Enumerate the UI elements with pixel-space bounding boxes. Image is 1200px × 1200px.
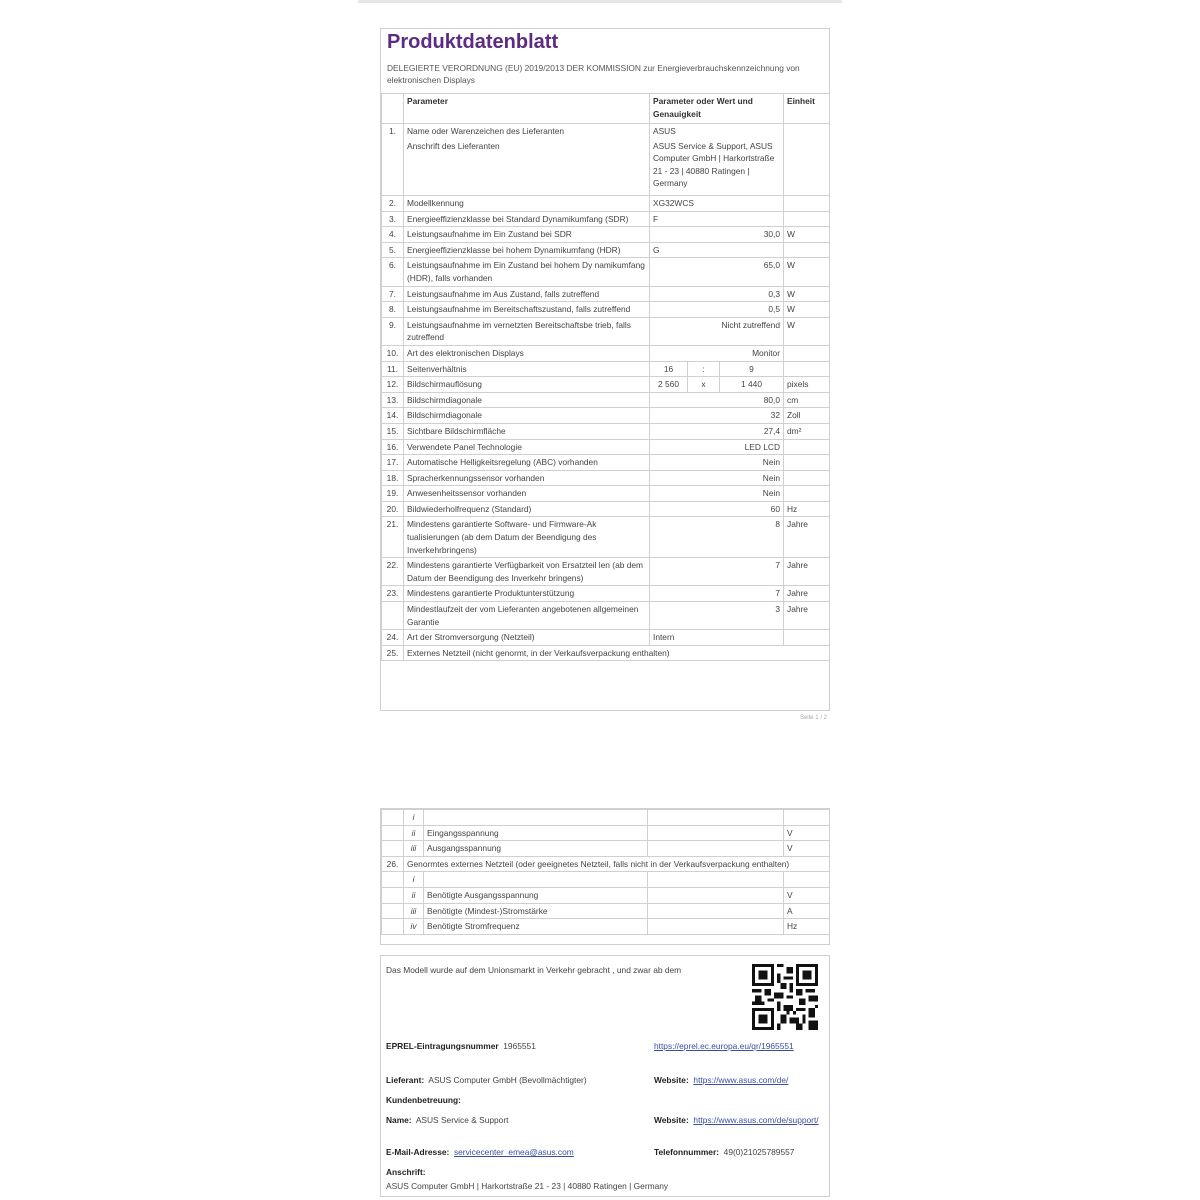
supplier-label: Lieferant:	[386, 1075, 425, 1085]
table-row: 25. Externes Netzteil (nicht genormt, in der Verkaufsverpackung enthalten)	[382, 645, 830, 661]
phone-value: 49(0)21025789557	[723, 1147, 795, 1157]
product-sheet-page-1	[380, 28, 830, 721]
page-title: Produktdatenblatt	[387, 31, 559, 53]
email-link[interactable]: servicecenter_emea@asus.com	[453, 1147, 574, 1157]
table-row: 5. Energieeffizienzklasse bei hohem Dynamikumfang (HDR) G	[382, 242, 830, 258]
table-row: 14. Bildschirmdiagonale 32 Zoll	[382, 408, 830, 424]
table-row: 7. Leistungsaufnahme im Aus Zustand, falls zutreffend 0,3 W	[382, 286, 830, 302]
table-row: 6. Leistungsaufnahme im Ein Zustand bei hohem Dy namikumfang (HDR), falls vorhanden 65,0 W	[382, 258, 830, 286]
customer-service-label: Kundenbetreuung:	[386, 1095, 461, 1105]
table-row: 20. Bildwiederholfrequenz (Standard) 60 Hz	[382, 501, 830, 517]
supplier-value: ASUS Computer GmbH (Bevollmächtigter)	[428, 1075, 587, 1085]
qr-code-icon	[752, 964, 818, 1030]
table-row: 1. Name oder Warenzeichen des Lieferanten Anschrift des Lieferanten ASUS ASUS Service & Support, ASUS Computer GmbH | Harkortstraße 21 - 23 | 40880 Ratingen | Germany	[382, 124, 830, 196]
table-row: 21. Mindestens garantierte Software- und Firmware-Ak tualisierungen (ab dem Datum der Beendigung des Inverkehrbringens) 8 Jahre	[382, 517, 830, 558]
header-parameter: Parameter	[404, 94, 650, 124]
table-header	[382, 94, 830, 124]
table-row: 24. Art der Stromversorgung (Netzteil) Intern	[382, 630, 830, 646]
table-row: 22. Mindestens garantierte Verfügbarkeit von Ersatzteil len (ab dem Datum der Beendigung des Inverkehr bringens) 7 Jahre	[382, 558, 830, 586]
table-row: 11. Seitenverhältnis 16 : 9	[382, 361, 830, 377]
website2-label: Website:	[654, 1115, 689, 1125]
table-row: 18. Spracherkennungssensor vorhanden Nein	[382, 470, 830, 486]
email-label: E-Mail-Adresse:	[386, 1147, 450, 1157]
table-row: Mindestlaufzeit der vom Lieferanten angebotenen allgemeinen Garantie 3 Jahre	[382, 602, 830, 630]
table-row: 12. Bildschirmauflösung 2 560 x 1 440 pixels	[382, 377, 830, 393]
power-supply-table	[381, 809, 830, 935]
top-divider	[358, 0, 842, 3]
table-row: 26. Genormtes externes Netzteil (oder geeignetes Netzteil, falls nicht in der Verkaufsverpackung enthalten)	[382, 856, 830, 872]
market-text: Das Modell wurde auf dem Unionsmarkt in Verkehr gebracht , und zwar ab dem	[386, 965, 682, 975]
product-table	[381, 93, 830, 661]
table-row: 13. Bildschirmdiagonale 80,0 cm	[382, 392, 830, 408]
table-row: 4. Leistungsaufnahme im Ein Zustand bei SDR 30,0 W	[382, 227, 830, 243]
table-row: 10. Art des elektronischen Displays Monitor	[382, 345, 830, 361]
website-link[interactable]: https://www.asus.com/de/	[693, 1075, 789, 1085]
table-row: 3. Energieeffizienzklasse bei Standard Dynamikumfang (SDR) F	[382, 211, 830, 227]
support-website-link[interactable]: https://www.asus.com/de/support/	[693, 1115, 819, 1125]
table-row: 9. Leistungsaufnahme im vernetzten Bereitschaftsbe trieb, falls zutreffend Nicht zutreffend W	[382, 317, 830, 345]
table-row: ii Eingangsspannung V	[382, 825, 830, 841]
table-row: ii Benötigte Ausgangsspannung V	[382, 887, 830, 903]
name-label: Name:	[386, 1115, 412, 1125]
name-value: ASUS Service & Support	[415, 1115, 509, 1125]
eprel-link[interactable]: https://eprel.ec.europa.eu/qr/1965551	[654, 1041, 794, 1051]
table-row: 15. Sichtbare Bildschirmfläche 27,4 dm²	[382, 423, 830, 439]
table-row: 17. Automatische Helligkeitsregelung (ABC) vorhanden Nein	[382, 455, 830, 471]
address-label: Anschrift:	[386, 1167, 426, 1177]
page-indicator: Seite 1 / 2	[799, 715, 827, 721]
table-row: iv Benötigte Stromfrequenz Hz	[382, 919, 830, 935]
address-value: ASUS Computer GmbH | Harkortstraße 21 - 23 | 40880 Ratingen | Germany	[386, 1181, 669, 1191]
eprel-value: 1965551	[503, 1041, 536, 1051]
header-value: Parameter oder Wert und Genauigkeit	[650, 94, 784, 124]
table-row: 2. Modellkennung XG32WCS	[382, 196, 830, 212]
phone-label: Telefonnummer:	[654, 1147, 719, 1157]
table-row: 19. Anwesenheitssensor vorhanden Nein	[382, 486, 830, 502]
table-row: i	[382, 810, 830, 826]
table-row: i	[382, 872, 830, 888]
table-row: iii Benötigte (Mindest-)Stromstärke A	[382, 903, 830, 919]
table-row: iii Ausgangsspannung V	[382, 841, 830, 857]
eprel-label: EPREL-Eintragungsnummer	[386, 1041, 499, 1051]
table-row: 23. Mindestens garantierte Produktunterstützung 7 Jahre	[382, 586, 830, 602]
website-label: Website:	[654, 1075, 689, 1085]
regulation-text: DELEGIERTE VERORDNUNG (EU) 2019/2013 DER KOMMISSION zur Energieverbrauchskennzeichnung von elektronischen Displays	[387, 63, 800, 85]
header-unit: Einheit	[784, 94, 830, 124]
table-row: 8. Leistungsaufnahme im Bereitschaftszustand, falls zutreffend 0,5 W	[382, 302, 830, 318]
table-row: 16. Verwendete Panel Technologie LED LCD	[382, 439, 830, 455]
product-sheet-page-2-table	[380, 808, 830, 945]
